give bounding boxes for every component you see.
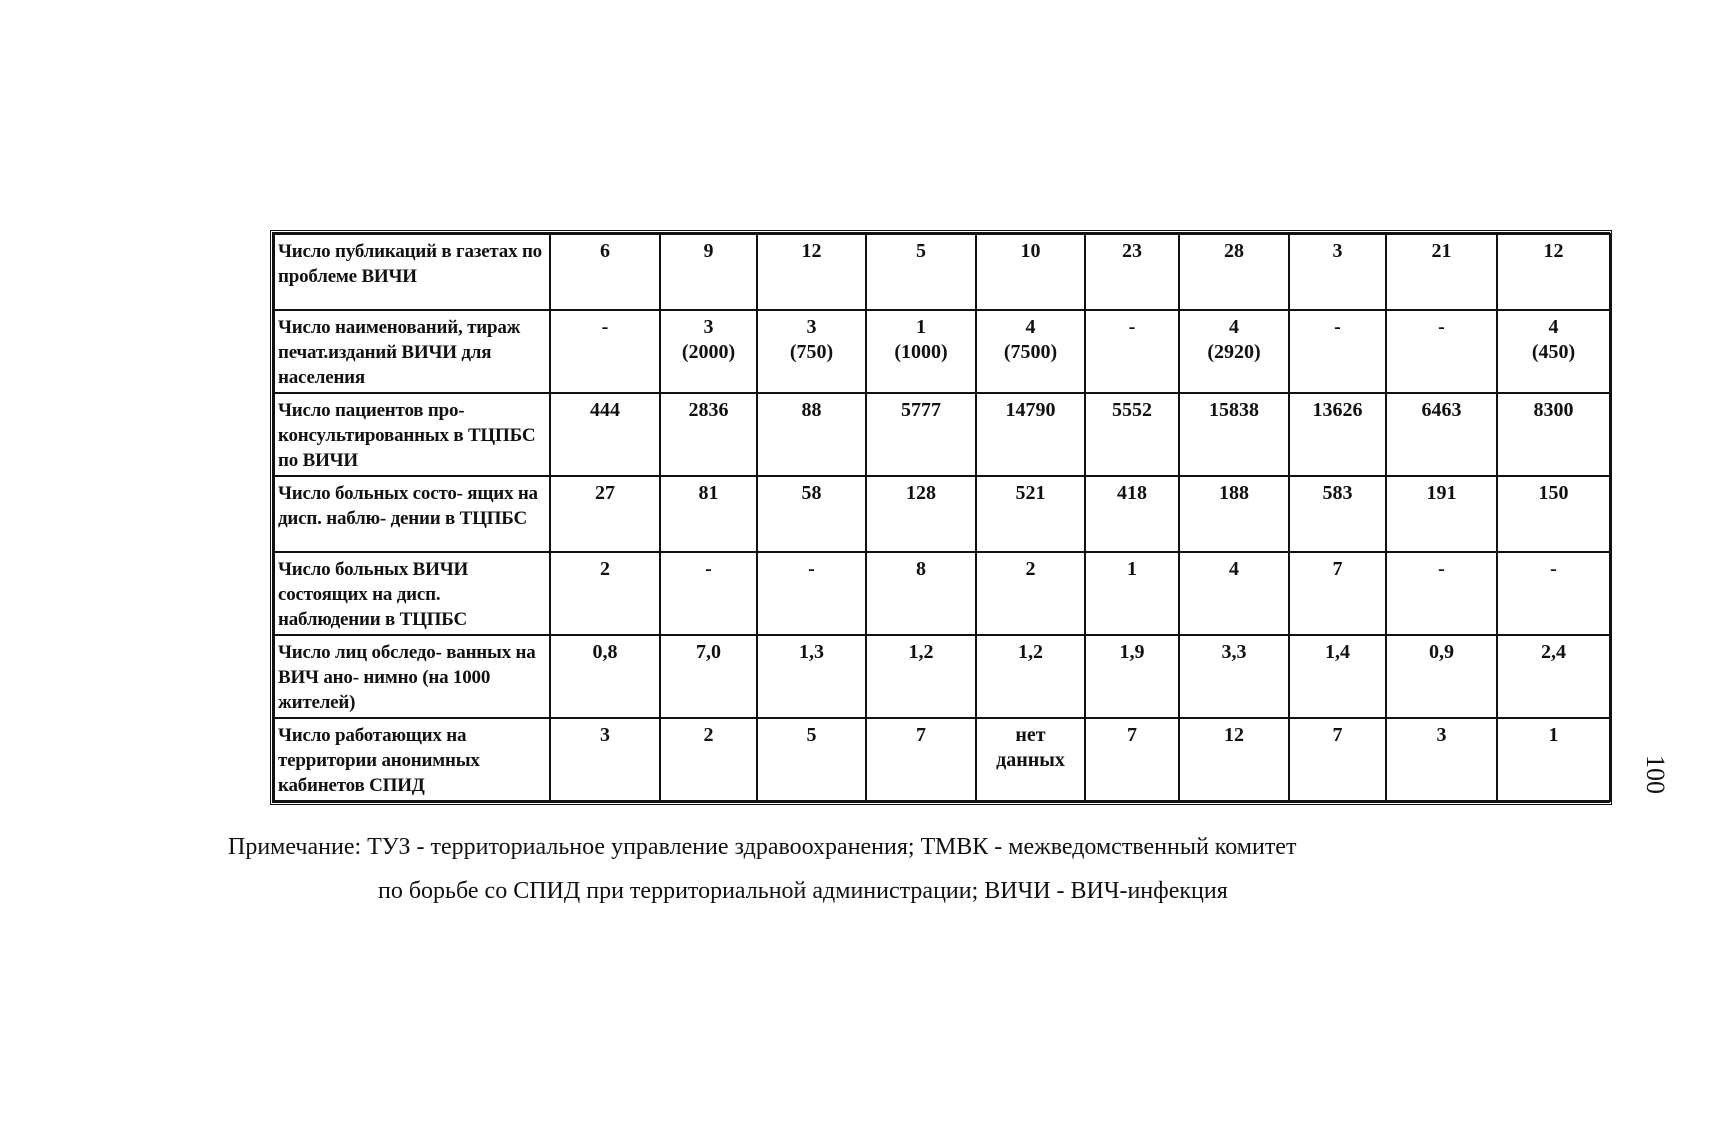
table-row — [274, 310, 1610, 393]
footnote-line-1: Примечание: ТУЗ - территориальное управление здравоохранения; ТМВК - межведомственный комитет — [228, 834, 1297, 860]
table-cell: 4 (2920) — [1179, 310, 1289, 393]
table-cell: 3,3 — [1179, 635, 1289, 718]
table-cell: 2 — [550, 552, 660, 635]
data-table-frame — [270, 230, 1612, 805]
table-cell: 7 — [1085, 718, 1179, 801]
table-cell: 23 — [1085, 234, 1179, 310]
table-cell: 58 — [757, 476, 866, 552]
table-cell: 7,0 — [660, 635, 757, 718]
table-cell: 1,2 — [976, 635, 1085, 718]
table-row — [274, 552, 1610, 635]
row-label: Число публикаций в газетах по проблеме ВИЧИ — [274, 234, 550, 310]
table-cell: 128 — [866, 476, 976, 552]
table-cell: 21 — [1386, 234, 1497, 310]
table-cell: 191 — [1386, 476, 1497, 552]
table-cell: 2 — [976, 552, 1085, 635]
row-label: Число больных ВИЧИ состоящих на дисп. наблюдении в ТЦПБС — [274, 552, 550, 635]
page-number: 100 — [1641, 755, 1670, 794]
table-cell: 7 — [1289, 552, 1386, 635]
table-cell: 9 — [660, 234, 757, 310]
table-cell: 4 (450) — [1497, 310, 1610, 393]
table-cell: 81 — [660, 476, 757, 552]
table-cell: 27 — [550, 476, 660, 552]
table-cell: 5777 — [866, 393, 976, 476]
table-cell: 1,9 — [1085, 635, 1179, 718]
table-cell: - — [550, 310, 660, 393]
table-cell: 5552 — [1085, 393, 1179, 476]
table-cell: 5 — [757, 718, 866, 801]
table-cell: 15838 — [1179, 393, 1289, 476]
row-label: Число наименований, тираж печат.изданий ВИЧИ для населения — [274, 310, 550, 393]
table-cell: 3 — [1386, 718, 1497, 801]
table-cell: 12 — [757, 234, 866, 310]
table-cell: 88 — [757, 393, 866, 476]
table-cell: нет данных — [976, 718, 1085, 801]
table-row — [274, 393, 1610, 476]
table-cell: 3 — [550, 718, 660, 801]
table-cell: 3 — [1289, 234, 1386, 310]
table-cell: 8 — [866, 552, 976, 635]
table-cell: 3 (750) — [757, 310, 866, 393]
table-row — [274, 476, 1610, 552]
hiv-statistics-table — [273, 233, 1611, 802]
table-cell: 444 — [550, 393, 660, 476]
table-cell: 7 — [1289, 718, 1386, 801]
table-cell: - — [757, 552, 866, 635]
table-cell: 4 (7500) — [976, 310, 1085, 393]
table-cell: - — [1386, 552, 1497, 635]
table-cell: 1 — [1497, 718, 1610, 801]
table-row — [274, 234, 1610, 310]
table-cell: 10 — [976, 234, 1085, 310]
table-cell: 2,4 — [1497, 635, 1610, 718]
table-body — [274, 234, 1610, 801]
row-label: Число больных состо- ящих на дисп. наблю- дении в ТЦПБС — [274, 476, 550, 552]
table-cell: - — [660, 552, 757, 635]
table-cell: 7 — [866, 718, 976, 801]
table-cell: 12 — [1179, 718, 1289, 801]
table-cell: 1,3 — [757, 635, 866, 718]
table-cell: 3 (2000) — [660, 310, 757, 393]
table-cell: 2836 — [660, 393, 757, 476]
table-cell: 1,2 — [866, 635, 976, 718]
table-cell: - — [1289, 310, 1386, 393]
table-cell: 6 — [550, 234, 660, 310]
table-cell: 13626 — [1289, 393, 1386, 476]
table-cell: 188 — [1179, 476, 1289, 552]
row-label: Число работающих на территории анонимных кабинетов СПИД — [274, 718, 550, 801]
table-cell: 0,8 — [550, 635, 660, 718]
table-cell: 521 — [976, 476, 1085, 552]
table-cell: 12 — [1497, 234, 1610, 310]
footnote-line-2: по борьбе со СПИД при территориальной администрации; ВИЧИ - ВИЧ-инфекция — [378, 878, 1228, 904]
table-cell: 6463 — [1386, 393, 1497, 476]
table-cell: 583 — [1289, 476, 1386, 552]
table-cell: 1 (1000) — [866, 310, 976, 393]
table-cell: 14790 — [976, 393, 1085, 476]
table-cell: 8300 — [1497, 393, 1610, 476]
table-cell: 1,4 — [1289, 635, 1386, 718]
row-label: Число лиц обследо- ванных на ВИЧ ано- нимно (на 1000 жителей) — [274, 635, 550, 718]
table-cell: 28 — [1179, 234, 1289, 310]
table-cell: 150 — [1497, 476, 1610, 552]
table-cell: 5 — [866, 234, 976, 310]
table-cell: - — [1386, 310, 1497, 393]
table-cell: 0,9 — [1386, 635, 1497, 718]
table-cell: 418 — [1085, 476, 1179, 552]
table-cell: - — [1085, 310, 1179, 393]
table-cell: 4 — [1179, 552, 1289, 635]
table-cell: 2 — [660, 718, 757, 801]
table-cell: 1 — [1085, 552, 1179, 635]
table-cell: - — [1497, 552, 1610, 635]
row-label: Число пациентов про-консультированных в ТЦПБС по ВИЧИ — [274, 393, 550, 476]
table-row — [274, 718, 1610, 801]
table-row — [274, 635, 1610, 718]
